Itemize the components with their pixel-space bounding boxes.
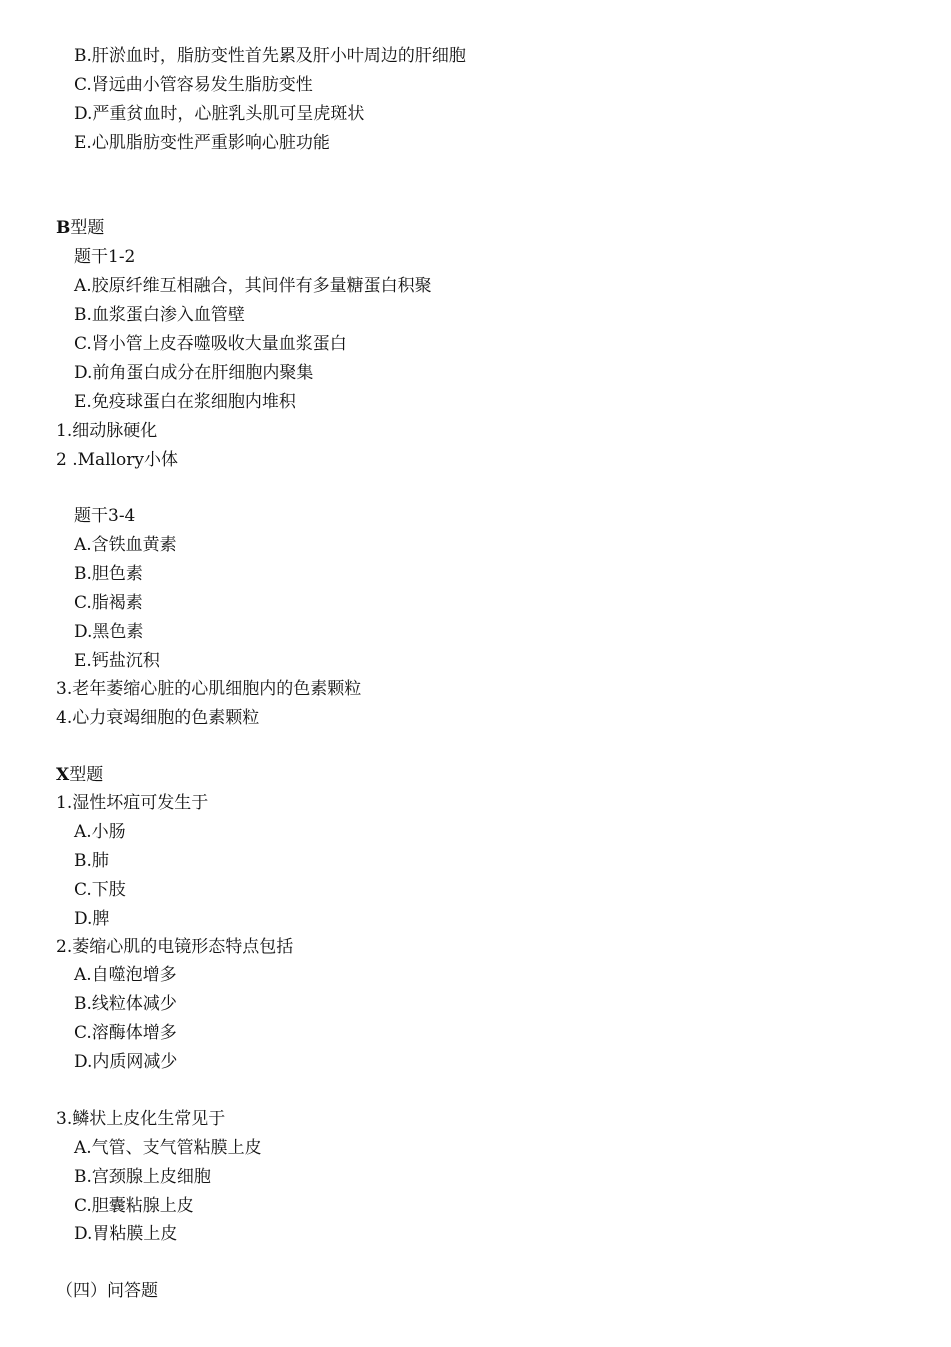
- option-line: D.脾: [74, 909, 110, 929]
- option-line: D.黑色素: [74, 622, 144, 642]
- option-line: E.心肌脂肪变性严重影响心脏功能: [74, 133, 330, 153]
- section-heading-letter: X: [56, 765, 70, 785]
- option-line: B.宫颈腺上皮细胞: [74, 1167, 211, 1187]
- question-line: 2 .Mallory小体: [56, 450, 179, 470]
- option-line: B.肝淤血时，脂肪变性首先累及肝小叶周边的肝细胞: [74, 46, 466, 66]
- option-line: C.肾小管上皮吞噬吸收大量血浆蛋白: [74, 334, 347, 354]
- option-line: E.钙盐沉积: [74, 651, 160, 671]
- question-stem: 题干1-2: [74, 247, 136, 267]
- option-line: D.严重贫血时，心脏乳头肌可呈虎斑状: [74, 104, 365, 124]
- section-heading-letter: B: [56, 218, 71, 238]
- section-heading-text: 型题: [69, 765, 104, 785]
- option-line: C.溶酶体增多: [74, 1023, 177, 1043]
- option-line: B.线粒体减少: [74, 994, 177, 1014]
- question-line: 1.细动脉硬化: [56, 421, 158, 441]
- option-line: D.前角蛋白成分在肝细胞内聚集: [74, 363, 314, 383]
- question-line: 3.老年萎缩心脏的心肌细胞内的色素颗粒: [56, 679, 362, 699]
- option-line: B.胆色素: [74, 564, 143, 584]
- option-line: A.小肠: [74, 822, 126, 842]
- question-stem: 题干3-4: [74, 506, 136, 526]
- option-line: C.下肢: [74, 880, 126, 900]
- section-heading-b: [56, 217, 104, 239]
- option-line: C.胆囊粘腺上皮: [74, 1196, 194, 1216]
- option-line: B.肺: [74, 851, 109, 871]
- question-line: 1.湿性坏疽可发生于: [56, 793, 209, 813]
- option-line: D.胃粘膜上皮: [74, 1224, 178, 1244]
- section-heading-x: [56, 764, 103, 786]
- section-heading-four: （四）问答题: [56, 1281, 158, 1301]
- option-line: D.内质网减少: [74, 1052, 178, 1072]
- question-line: 4.心力衰竭细胞的色素颗粒: [56, 708, 260, 728]
- option-line: A.气管、支气管粘膜上皮: [74, 1138, 262, 1158]
- option-line: A.含铁血黄素: [74, 535, 177, 555]
- option-line: C.脂褐素: [74, 593, 143, 613]
- question-line: 3.鳞状上皮化生常见于: [56, 1109, 226, 1129]
- option-line: B.血浆蛋白渗入血管壁: [74, 305, 245, 325]
- question-line: 2.萎缩心肌的电镜形态特点包括: [56, 937, 294, 957]
- option-line: E.免疫球蛋白在浆细胞内堆积: [74, 392, 296, 412]
- section-heading-text: 型题: [70, 218, 105, 238]
- option-line: C.肾远曲小管容易发生脂肪变性: [74, 75, 313, 95]
- option-line: A.胶原纤维互相融合，其间伴有多量糖蛋白积聚: [74, 276, 432, 296]
- option-line: A.自噬泡增多: [74, 965, 177, 985]
